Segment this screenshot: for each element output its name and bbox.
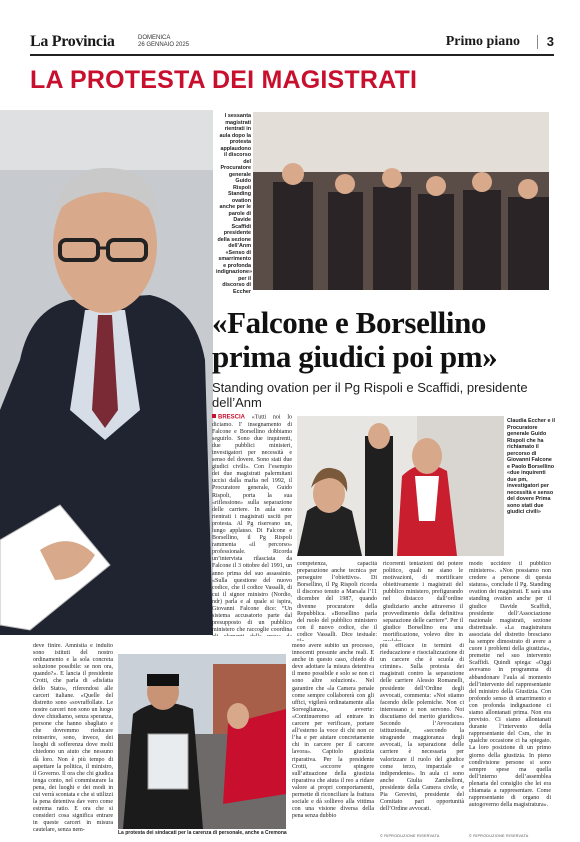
newspaper-brand: La Provincia — [30, 33, 115, 50]
photo-courtroom-applause — [253, 112, 549, 290]
photo-caption-crowd: I sessanta magistrati rientrati in aula dopo la protesta applaudono il discorso del Procuratore generale Guido Rispoli Standing ovation anche per le parole di Davide Scaffidi presidente della sezione dell’Anm «Senso di smarrimento e profonda indignazione» per il discorso di Eccher — [216, 113, 252, 295]
issue-full-date: 26 GENNAIO 2025 — [138, 42, 190, 48]
copyright-notice-1: © RIPRODUZIONE RISERVATA — [380, 834, 440, 838]
protest-illustration — [118, 654, 286, 829]
article-column-b2: meno avere subito un processo, innocenti presunte anche reali. E anche in questo caso, chiedo di deve adottare la misura detentiva il meno possibile e solo se non ci sono altre soluzioni». Nel garantire che «la Camera penale come sempre collaborerà con gli uffici, vigilerà ordinatamente alla Sorveglianza», avverte: «Continueremo ad entrare in carcere per verificare, portare all’esterno la voce di chi non ce l’ha e per aiutare concretamente chi in carcere per il carcere lavora». Capitolo giustizia riparativa. Per la presidente Crotti, «occorre spingere sull’attuazione della giustizia riparativa che aiuta il reo a ridare valore ai propri comportamenti, permette di riconciliare la frattura sociale e dà sollievo alla vittima con una visione diversa della pena senza dubbio — [292, 643, 374, 820]
article-headline: «Falcone e Borsellino prima giudici poi pm» — [212, 305, 498, 374]
copyright-notice-2: © RIPRODUZIONE RISERVATA — [469, 834, 529, 838]
portrait-illustration — [0, 110, 213, 635]
article-column-3: ricorrenti tentazioni del potere politico, quali ne siano le motivazioni, di mortificare obiettivamente i magistrati del pubblico ministero, prefigurando nel distacco dall’ordine giudiziario anche attraverso il provvedimento della definitiva separazione delle carriere”. Per il giudice Borsellino era una mortificazione, volevo dire in — [383, 561, 463, 638]
article-column-4: modo uccidere il pubblico ministero». «Non possiamo non credere a persone di questa statura», conclude il Pg. Standing ovation dei magistrati. E sarà una standing ovation anche per il giudice Davide Scaffidi, presidente dell’Associazione nazionale magistrati, sezione distrettuale. «La magistratura associata del distretto bresciano ha sempre dimostrato di avere a cuore i problemi della giustizia», premette nel suo intervento Scaffidi. Quindi spiega: «Oggi avevamo in programma di abbandonare l’aula al momento dell’intervento del rappresentante del ministro della Giustizia. Con profondo senso di smarrimento e con profonda indignazione ci siamo allontanati prima. Non era previsto. Ci siamo allontanati durante l’intervento della rappresentante del Csm, che in qualche occasione ci ha spiegato. La loro posizione di un primo giorno della giustizia. In pieno condivisione persone si sono sempre spese ma quella dell’interno dell’assemblea plenaria del consiglio che lei era chiamata a rappresentare. Come rappresentante di organo di autogoverno della magistratura». — [469, 561, 551, 809]
article-location: BRESCIA — [218, 414, 246, 421]
photo-caption-judges: Claudia Eccher e il Procuratore generale Guido Rispoli che ha richiamato il percorso di Giovanni Falcone e Paolo Borsellino «due inquirenti due pm, investigatori per necessità e senso del dovere Prima sono stati due giudici civili» — [507, 418, 555, 515]
page-header — [30, 33, 554, 55]
header-divider — [537, 35, 538, 49]
article-column-1 — [212, 414, 292, 636]
issue-day: DOMENICA — [138, 35, 171, 41]
judges-illustration — [297, 416, 504, 556]
photo-union-protest — [118, 654, 286, 829]
crowd-illustration — [253, 112, 549, 290]
article-column-b3: più efficace in termini di rieducazione e risocializzazione di un carcere che è scuola di crimine». Sulla protesta dei magistrati contro la separazione delle carriere Alessio Romanelli, presidente dell’Ordine degli avvocati, commenta: «Noi stiamo facendo delle polemiche. Non ci interessano e non servono. Noi discutiamo del merito giuridico». Secondo l’Avvocatura istituzionale, «secondo la stragrande maggioranza degli avvocati, la separazione delle carriere è necessaria per valorizzare il ruolo del giudice come terzo, imparziale e indipendente». In aula ci sono anche Giulia Zambelloni, presidente della Camera civile, e Pia Gerevini, presidente del Comitato pari opportunità dell’Ordine avvocati. — [380, 643, 464, 813]
article-text-col1: «Tutti noi lo diciamo. I' insegnamento di Falcone e Borsellino dobbiamo seguirlo. Sono due inquirenti, due pubblici ministeri, investigatori per necessità e senso del dovere. Sono stati due giudici civili». Con l’esempio dei due magistrati palermitani uccisi dalla mafia nel 1992, il Procuratore generale, Guido Rispoli, porta la sua «riflessione» sulla separazione delle carriere. In aula sono rientrati i magistrati usciti per protesta. Al Pg riservano un, lungo applauso. Di Falcone e Borsellino, il Pg Rispoli rammenta «il percorso» professionale. Ricorda un’intervista rilasciata da Falcone il 3 ottobre del 1991, un anno prima del suo assassinio. «Sulla questione del nuovo codice, che il codice Vassalli, di cui il signor ministro (Nordio, ndr) parla e al quale si ispira, Giovanni Falcone dice: “Un sistema accusatorio parte dal presupposto di un pubblico ministero che raccoglie coordina — [212, 414, 292, 634]
photo-judges-robes — [297, 416, 504, 556]
page-number: 3 — [546, 34, 554, 49]
location-marker-icon — [212, 414, 216, 418]
article-subheadline: Standing ovation per il Pg Rispoli e Scaffidi, presidente dell’Anm — [212, 380, 528, 410]
section-title: Primo piano — [445, 34, 520, 49]
photo-caption-protest: La protesta dei sindacati per la carenza di personale, anche a Cremona — [118, 830, 287, 836]
topic-kicker: LA PROTESTA DEI MAGISTRATI — [30, 66, 418, 94]
article-column-2: competenza, capacità preparazione anche tecnica per perseguire l’obiettivo». Di Borsellino, il Pg Rispoli ricorda il discorso tenuto a Marsala l’11 dicembre del 1987, quando divenne procuratore della Repubblica. «Borsellino parla del ruolo del pubblico ministero con il nuovo codice, che il codice Vassalli. Dice testuale: — [297, 561, 377, 638]
header-rule — [30, 54, 554, 56]
article-column-b1: deve finire. Amnistia e indulto sono istituti del nostro ordinamento e la sola concreta soluzione possibile: se non ora, quando?». E lancia il presidente Crotti, che parla di «disfatta dello Stato», riferendosi alle carceri italiane. «Quelle del distretto sono «sovraffollate. Le nostre carceri non sono un luogo dove chiudiamo, senza speranza, persone che hanno sbagliato e che dovremmo rieducare reinserire, sono, invece, dei luoghi di sofferenza dove molti chiedono un aiuto che nessuno dà loro. Non è più tempo di aspettare la politica, il ministro, il Governo. Il ora che chi giudica tenga conto, nel commisurare la pena, dei luoghi e dei modi in cui verrà scontata e che si utilizzi la pena detentiva dav vero come estrema ratio. E ora che si consideri cosa significa entrare in queste carceri in misura cautelare, senza nem- — [33, 643, 113, 834]
photo-portrait-man — [0, 110, 213, 635]
issue-date — [138, 35, 189, 49]
